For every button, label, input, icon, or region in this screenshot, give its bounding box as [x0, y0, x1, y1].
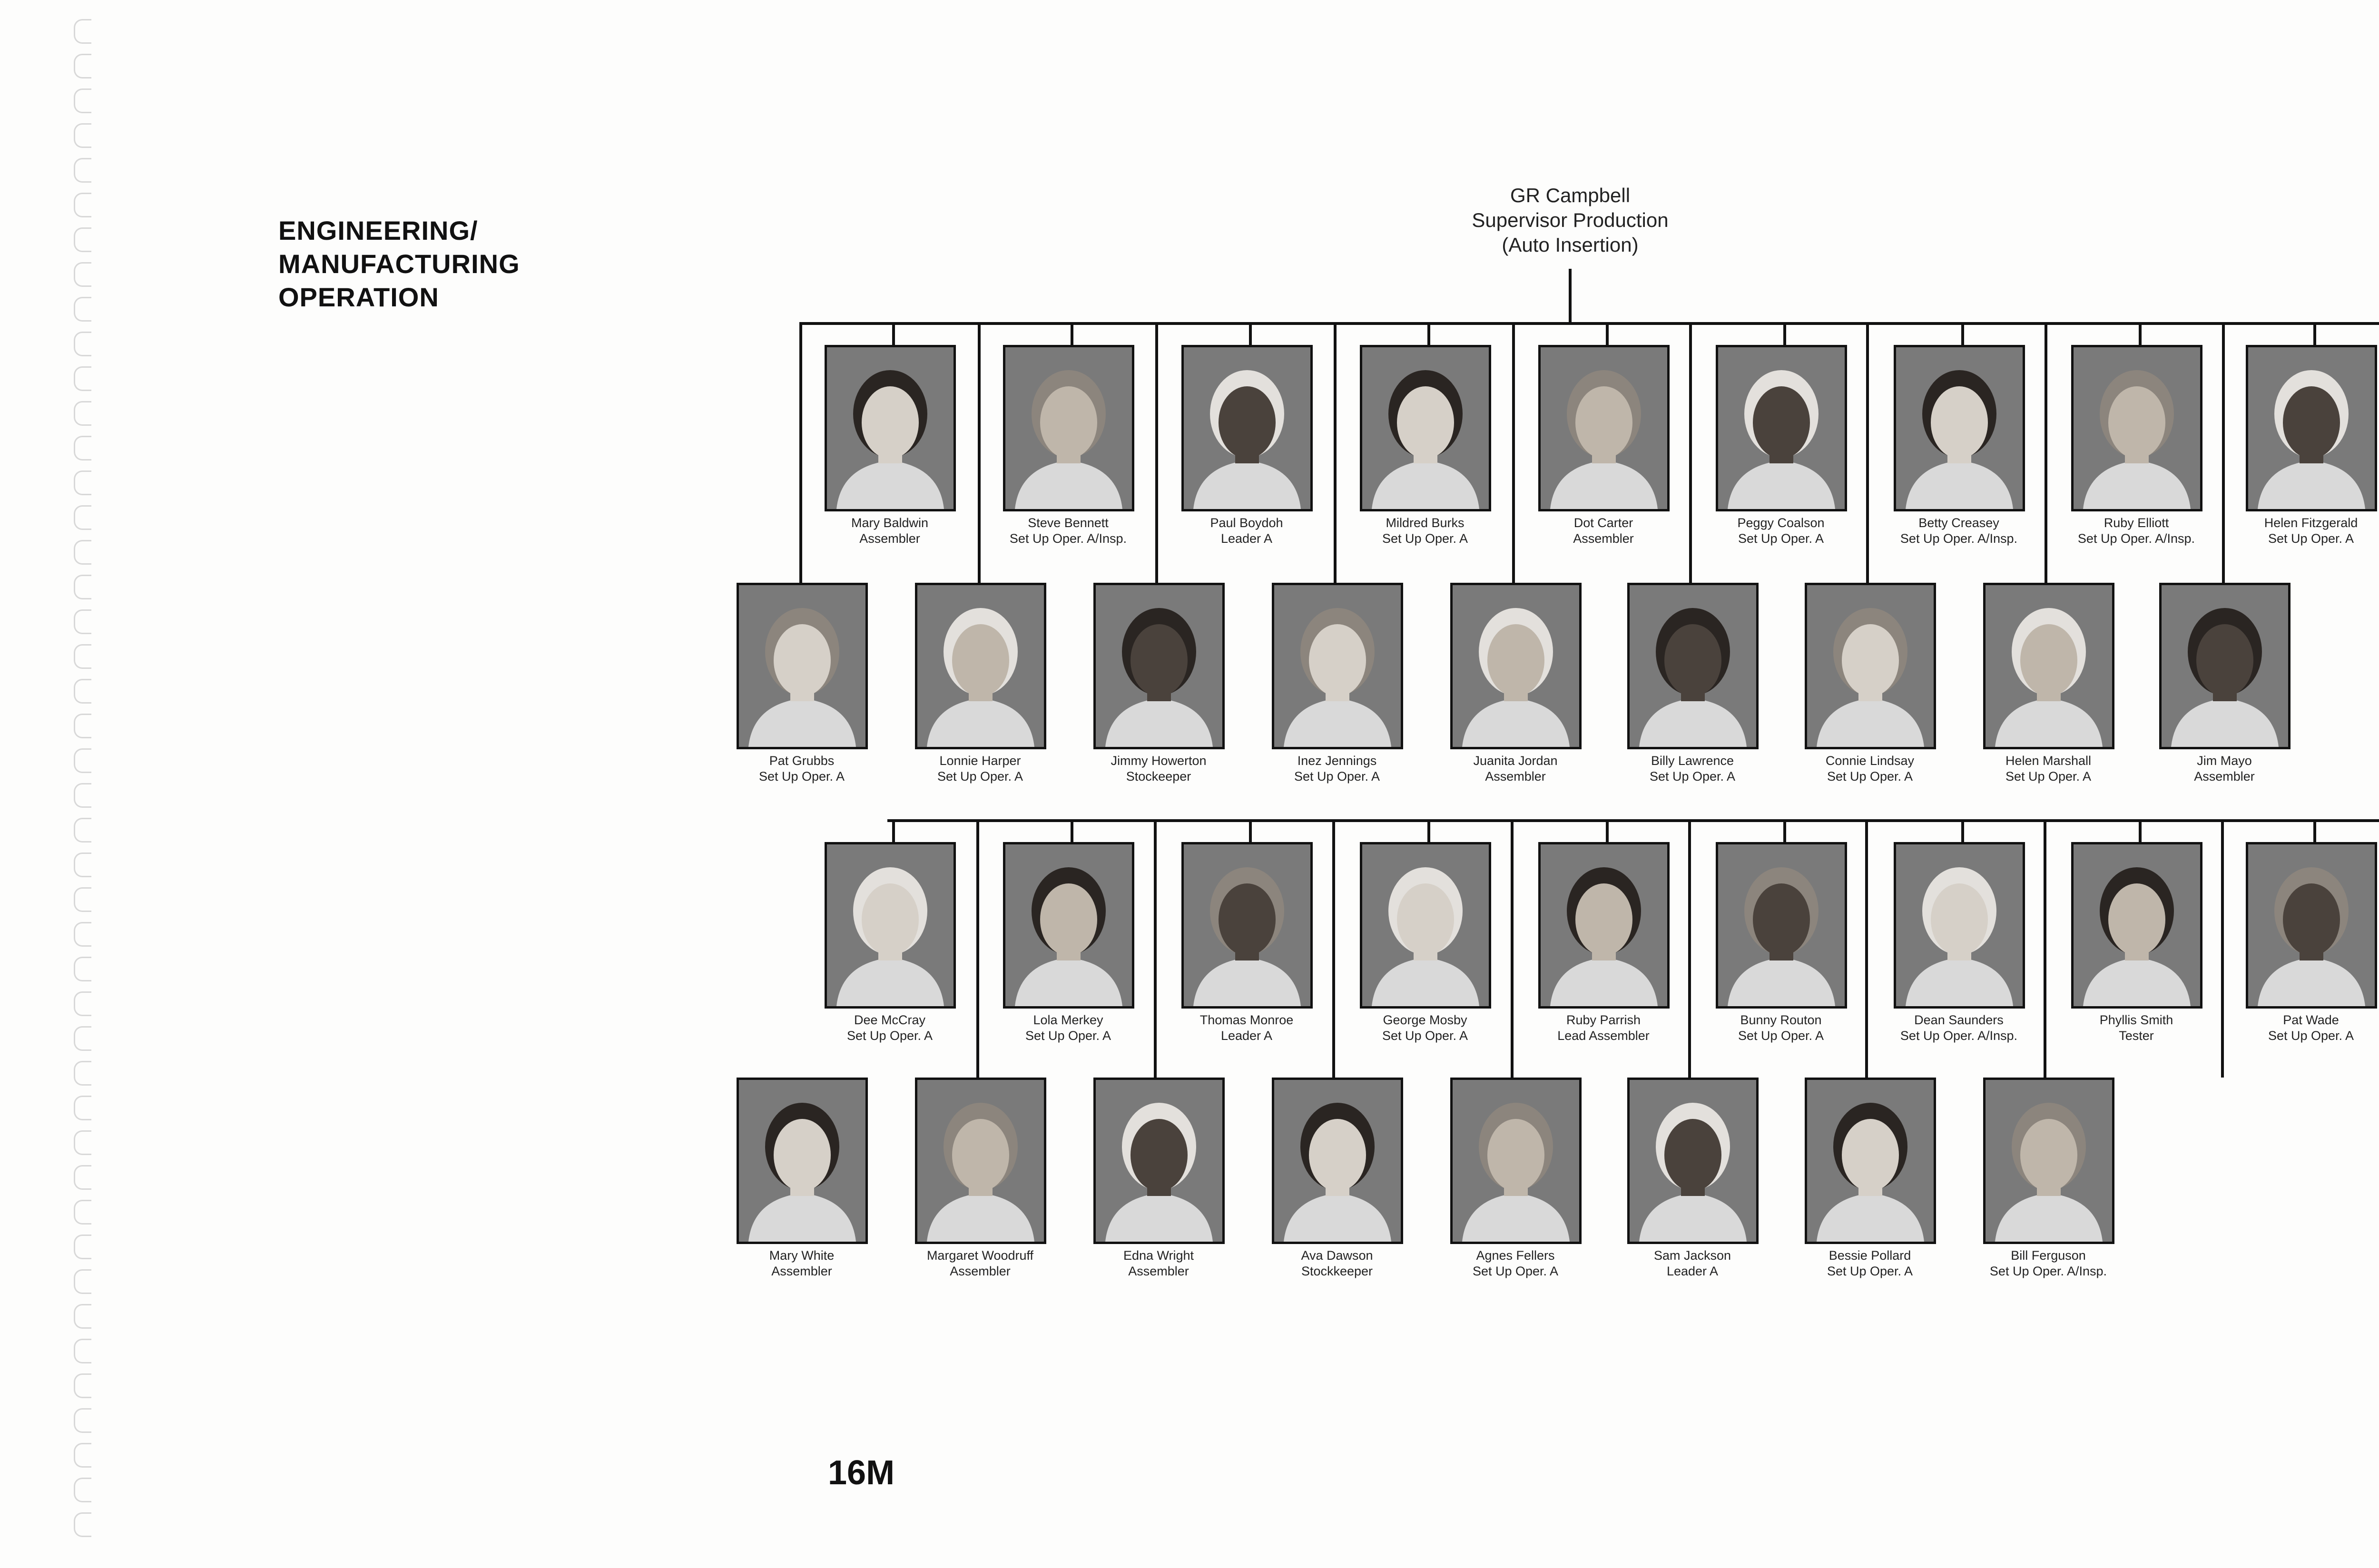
connector-line — [892, 322, 895, 345]
binder-hole — [74, 262, 91, 287]
portrait-photo — [1805, 1078, 1936, 1244]
staff-role: Assembler — [771, 1264, 832, 1278]
staff-role: Set Up Oper. A — [1738, 531, 1824, 546]
supervisor-title: Supervisor Production — [1472, 209, 1669, 231]
binder-hole — [74, 575, 91, 599]
portrait-photo — [1181, 842, 1313, 1009]
staff-name: Edna Wright — [1123, 1248, 1194, 1263]
binder-hole — [74, 853, 91, 877]
binder-hole — [74, 1478, 91, 1502]
portrait-photo — [2071, 842, 2202, 1009]
binder-hole — [74, 366, 91, 391]
staff-name: Steve Bennett — [1028, 516, 1109, 530]
portrait-photo — [1003, 345, 1134, 511]
portrait-photo — [1805, 583, 1936, 749]
supervisor-subtitle: (Auto Insertion) — [1502, 234, 1639, 256]
staff-caption — [980, 515, 1156, 547]
binder-hole — [74, 158, 91, 183]
staff-caption — [2223, 1012, 2379, 1044]
staff-role: Stockkeeper — [1301, 1264, 1373, 1278]
binder-hole — [74, 818, 91, 843]
staff-role: Tester — [2119, 1029, 2154, 1043]
staff-role: Leader A — [1220, 1029, 1273, 1043]
staff-name: Helen Marshall — [2005, 754, 2092, 768]
portrait-photo — [1538, 345, 1670, 511]
section-title-line-2: MANUFACTURING — [278, 249, 520, 279]
staff-caption — [1693, 1012, 1869, 1044]
staff-caption — [1159, 1012, 1335, 1044]
portrait-photo — [1450, 1078, 1582, 1244]
portrait-photo — [1716, 842, 1847, 1009]
staff-name: Sam Jackson — [1653, 1248, 1731, 1263]
portrait-photo — [1360, 842, 1491, 1009]
staff-name: Connie Lindsay — [1825, 754, 1915, 768]
staff-name: Ruby Parrish — [1566, 1013, 1641, 1027]
portrait-photo — [1983, 583, 2114, 749]
connector-line — [1569, 269, 1572, 322]
binder-hole — [74, 401, 91, 426]
portrait-photo — [1003, 842, 1134, 1009]
connector-line — [1961, 322, 1964, 345]
portrait-photo — [915, 1078, 1046, 1244]
staff-name: George Mosby — [1383, 1013, 1467, 1027]
staff-role: Assembler — [2194, 769, 2255, 784]
binder-hole — [74, 88, 91, 113]
binder-hole — [74, 748, 91, 773]
staff-caption — [1071, 753, 1247, 784]
portrait-photo — [1181, 345, 1313, 511]
binder-hole — [74, 332, 91, 356]
staff-caption — [1604, 1248, 1780, 1279]
connector-line — [1427, 819, 1430, 842]
connector-line — [1783, 322, 1786, 345]
staff-name: Dee McCray — [854, 1013, 926, 1027]
staff-role: Set Up Oper. A/Insp. — [1900, 531, 2018, 546]
binder-hole — [74, 1026, 91, 1051]
binder-hole — [74, 1373, 91, 1398]
staff-role: Set Up Oper. A — [1382, 1029, 1468, 1043]
staff-name: Lola Merkey — [1033, 1013, 1103, 1027]
portrait-photo — [825, 842, 956, 1009]
binder-hole — [74, 991, 91, 1016]
portrait-photo — [2246, 345, 2377, 511]
portrait-photo — [1450, 583, 1582, 749]
staff-role: Set Up Oper. A — [758, 769, 845, 784]
binder-hole — [74, 227, 91, 252]
binder-holes — [74, 19, 102, 1551]
portrait-photo — [2159, 583, 2291, 749]
portrait-photo — [1716, 345, 1847, 511]
binder-hole — [74, 957, 91, 981]
page-number: 16M — [828, 1454, 895, 1492]
staff-caption — [2048, 515, 2224, 547]
staff-caption — [1871, 515, 2047, 547]
staff-role: Set Up Oper. A — [2005, 769, 2092, 784]
binder-hole — [74, 1269, 91, 1294]
connector-line — [892, 819, 895, 842]
portrait-photo — [1894, 842, 2025, 1009]
portrait-photo — [825, 345, 956, 511]
staff-name: Dean Saunders — [1914, 1013, 2004, 1027]
binder-hole — [74, 470, 91, 495]
staff-role: Set Up Oper. A — [2268, 531, 2354, 546]
staff-name: Bunny Routon — [1740, 1013, 1822, 1027]
staff-role: Set Up Oper. A — [1025, 1029, 1111, 1043]
staff-name: Mary White — [769, 1248, 835, 1263]
staff-role: Set Up Oper. A — [1827, 1264, 1913, 1278]
staff-name: Billy Lawrence — [1651, 754, 1734, 768]
staff-name: Phyllis Smith — [2099, 1013, 2173, 1027]
connector-line — [2139, 322, 2142, 345]
staff-caption — [1871, 1012, 2047, 1044]
staff-name: Dot Carter — [1573, 516, 1633, 530]
connector-line — [1606, 322, 1609, 345]
binder-hole — [74, 609, 91, 634]
staff-role: Set Up Oper. A — [1294, 769, 1380, 784]
staff-name: Jimmy Howerton — [1111, 754, 1207, 768]
staff-role: Set Up Oper. A — [937, 769, 1023, 784]
staff-role: Set Up Oper. A — [1827, 769, 1913, 784]
staff-caption — [1693, 515, 1869, 547]
supervisor-box — [1427, 183, 1713, 257]
staff-name: Juanita Jordan — [1473, 754, 1558, 768]
staff-caption — [802, 515, 978, 547]
staff-caption — [802, 1012, 978, 1044]
portrait-photo — [1538, 842, 1670, 1009]
staff-caption — [1515, 1012, 1691, 1044]
connector-line — [2313, 322, 2316, 345]
binder-hole — [74, 1200, 91, 1225]
portrait-photo — [1272, 1078, 1403, 1244]
staff-caption — [1782, 1248, 1958, 1279]
staff-name: Peggy Coalson — [1737, 516, 1825, 530]
portrait-photo — [1272, 583, 1403, 749]
staff-role: Set Up Oper. A — [1738, 1029, 1824, 1043]
staff-role: Leader A — [1666, 1264, 1719, 1278]
staff-role: Set Up Oper. A — [2268, 1029, 2354, 1043]
connector-line — [887, 819, 2379, 822]
binder-hole — [74, 1443, 91, 1468]
connector-line — [1783, 819, 1786, 842]
binder-hole — [74, 19, 91, 44]
portrait-photo — [1093, 1078, 1225, 1244]
binder-hole — [74, 922, 91, 947]
portrait-photo — [1894, 345, 2025, 511]
staff-caption — [714, 1248, 890, 1279]
staff-role: Leader A — [1220, 531, 1273, 546]
connector-line — [1961, 819, 1964, 842]
staff-role: Set Up Oper. A/Insp. — [1009, 531, 1127, 546]
portrait-photo — [2071, 345, 2202, 511]
binder-hole — [74, 54, 91, 78]
supervisor-name: GR Campbell — [1510, 184, 1631, 206]
portrait-photo — [915, 583, 1046, 749]
staff-caption — [980, 1012, 1156, 1044]
connector-line — [1249, 322, 1252, 345]
binder-hole — [74, 679, 91, 704]
binder-hole — [74, 540, 91, 565]
staff-name: Agnes Fellers — [1476, 1248, 1555, 1263]
connector-line — [2139, 819, 2142, 842]
staff-role: Assembler — [859, 531, 920, 546]
staff-name: Lonnie Harper — [939, 754, 1021, 768]
staff-caption — [1337, 1012, 1513, 1044]
binder-hole — [74, 1304, 91, 1329]
binder-hole — [74, 436, 91, 461]
staff-caption — [714, 753, 890, 784]
connector-line — [1071, 819, 1073, 842]
staff-caption — [1604, 753, 1780, 784]
portrait-photo — [737, 1078, 868, 1244]
staff-role: Set Up Oper. A — [846, 1029, 933, 1043]
staff-name: Jim Mayo — [2197, 754, 2252, 768]
section-title-line-3: OPERATION — [278, 282, 439, 312]
binder-hole — [74, 783, 91, 808]
staff-caption — [1249, 753, 1425, 784]
staff-caption — [892, 753, 1068, 784]
binder-hole — [74, 297, 91, 322]
staff-caption — [1249, 1248, 1425, 1279]
binder-hole — [74, 644, 91, 669]
section-title-line-1: ENGINEERING/ — [278, 216, 478, 245]
staff-caption — [1515, 515, 1691, 547]
portrait-photo — [1627, 583, 1759, 749]
portrait-photo — [1360, 345, 1491, 511]
staff-name: Inez Jennings — [1297, 754, 1377, 768]
staff-caption — [1960, 753, 2136, 784]
binder-hole — [74, 1512, 91, 1537]
connector-line — [1249, 819, 1252, 842]
staff-name: Thomas Monroe — [1199, 1013, 1294, 1027]
staff-role: Stockeeper — [1126, 769, 1191, 784]
staff-caption — [1427, 1248, 1603, 1279]
portrait-photo — [1093, 583, 1225, 749]
staff-caption — [1159, 515, 1335, 547]
staff-name: Bill Ferguson — [2011, 1248, 2086, 1263]
staff-role: Set Up Oper. A — [1382, 531, 1468, 546]
staff-name: Pat Grubbs — [769, 754, 835, 768]
portrait-photo — [737, 583, 868, 749]
binder-hole — [74, 887, 91, 912]
staff-caption — [2136, 753, 2312, 784]
staff-name: Mildred Burks — [1386, 516, 1465, 530]
portrait-photo — [1627, 1078, 1759, 1244]
staff-role: Lead Assembler — [1557, 1029, 1650, 1043]
binder-hole — [74, 1408, 91, 1433]
section-title — [278, 214, 520, 314]
staff-role: Set Up Oper. A — [1472, 1264, 1559, 1278]
staff-name: Ruby Elliott — [2104, 516, 2169, 530]
binder-hole — [74, 1096, 91, 1120]
connector-line — [1606, 819, 1609, 842]
binder-hole — [74, 714, 91, 738]
staff-role: Set Up Oper. A/Insp. — [2077, 531, 2195, 546]
binder-hole — [74, 1235, 91, 1259]
staff-name: Helen Fitzgerald — [2264, 516, 2358, 530]
binder-hole — [74, 1061, 91, 1086]
connector-line — [1071, 322, 1073, 345]
staff-caption — [1071, 1248, 1247, 1279]
binder-hole — [74, 123, 91, 148]
staff-caption — [892, 1248, 1068, 1279]
staff-caption — [1427, 753, 1603, 784]
staff-role: Assembler — [950, 1264, 1011, 1278]
binder-hole — [74, 1130, 91, 1155]
staff-name: Margaret Woodruff — [926, 1248, 1034, 1263]
staff-caption — [2223, 515, 2379, 547]
staff-name: Ava Dawson — [1301, 1248, 1373, 1263]
portrait-photo — [1983, 1078, 2114, 1244]
staff-name: Pat Wade — [2283, 1013, 2339, 1027]
staff-name: Paul Boydoh — [1210, 516, 1283, 530]
staff-role: Assembler — [1485, 769, 1546, 784]
connector-line — [1427, 322, 1430, 345]
binder-hole — [74, 193, 91, 217]
staff-caption — [1337, 515, 1513, 547]
staff-name: Bessie Pollard — [1828, 1248, 1911, 1263]
binder-hole — [74, 505, 91, 530]
binder-hole — [74, 1165, 91, 1190]
staff-name: Mary Baldwin — [851, 516, 929, 530]
staff-caption — [1960, 1248, 2136, 1279]
staff-caption — [2048, 1012, 2224, 1044]
staff-role: Set Up Oper. A — [1649, 769, 1736, 784]
connector-line — [799, 322, 2379, 325]
binder-hole — [74, 1339, 91, 1363]
staff-caption — [1782, 753, 1958, 784]
connector-line — [2313, 819, 2316, 842]
staff-name: Betty Creasey — [1918, 516, 1999, 530]
portrait-photo — [2246, 842, 2377, 1009]
staff-role: Assembler — [1573, 531, 1634, 546]
staff-role: Set Up Oper. A/Insp. — [1989, 1264, 2107, 1278]
staff-role: Set Up Oper. A/Insp. — [1900, 1029, 2018, 1043]
staff-role: Assembler — [1128, 1264, 1189, 1278]
